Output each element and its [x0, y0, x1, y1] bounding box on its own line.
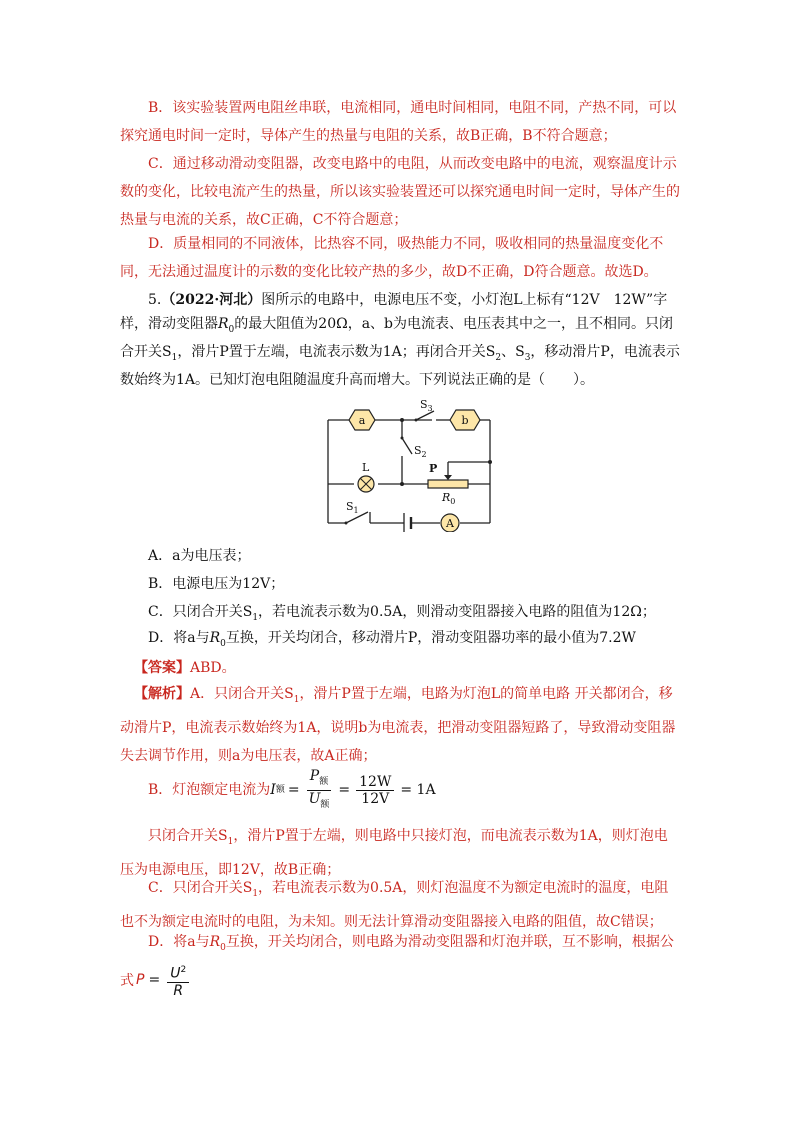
- question-text: 合开关S: [120, 344, 172, 360]
- analysis-text: 式: [120, 973, 134, 990]
- label-slider-p: P: [429, 462, 438, 475]
- junction-dot: [400, 418, 404, 422]
- question-text: ，移动滑片P，电流表示: [530, 344, 680, 360]
- formula-i: I: [270, 782, 276, 799]
- s1-subscript: 1: [252, 612, 259, 623]
- switch-contact: [401, 437, 404, 440]
- meter-b-label: b: [461, 414, 469, 427]
- s3-subscript: 3: [524, 352, 531, 363]
- option-text: ，若电流表示数为0.5A，则滑动变阻器接入电路的阻值为12Ω；: [258, 604, 656, 620]
- r0-subscript: 0: [228, 324, 235, 335]
- label-s1: $S_1$: [346, 500, 359, 515]
- analysis-text: ，若电流表示数为0.5A，则灯泡温度不为额定电流时的温度，电阻也不为额定电流时的电阻，为未知。则无法计算滑动变阻器接入电路的阻值，故C错误；: [120, 880, 669, 930]
- analysis-text: B．灯泡额定电流为: [148, 782, 271, 799]
- formula-sub: 额: [319, 776, 329, 787]
- circuit-diagram: [316, 398, 500, 532]
- answer-tag: 【答案】: [134, 660, 190, 676]
- paragraph-d1: D．质量相同的不同液体，比热容不同，吸热能力不同，吸收相同的热量温度变化不同，无法通过温度计的示数的变化比较产热的多少，故D不正确，D符合题意。故选D。: [120, 236, 664, 280]
- slider-arrow-icon: [444, 475, 452, 480]
- analysis-tag: 【解析】: [134, 686, 190, 702]
- label-s2: $S_2$: [414, 444, 427, 459]
- analysis-text: 只闭合开关S: [148, 828, 228, 844]
- label-s3: $S_3$: [420, 398, 433, 413]
- analysis-b-formula: B．灯泡额定电流为 I 额 = $\frac{P_额}{U_额}$ = $\frac{12W}{12V}$ = 1A: [148, 768, 436, 813]
- rheostat-r0: [428, 480, 468, 488]
- r0-subscript: 0: [220, 942, 226, 953]
- formula-den: 12V: [361, 790, 390, 807]
- r0-symbol: R: [209, 630, 221, 646]
- formula-num: 12W: [356, 774, 394, 791]
- option-b: B．电源电压为12V；: [148, 576, 285, 592]
- answer-line: [134, 654, 680, 682]
- r0-symbol: R: [218, 316, 229, 332]
- analysis-text: 互换，开关均闭合，则电路为滑动变阻器和灯泡并联，互不影响，根据公: [225, 934, 674, 950]
- analysis-text: ，滑片P置于左端，则电路中只接灯泡，而电流表示数为1A，则灯泡电压为电源电压，即12V，故B正确；: [120, 828, 668, 878]
- analysis-text: C．只闭合开关S: [148, 880, 253, 896]
- question-text: ，滑片P置于左端，电流表示数为1A；再闭合开关S: [177, 344, 496, 360]
- fraction-u2-over-r: [167, 962, 189, 999]
- r0-subscript: 0: [220, 638, 226, 649]
- formula-p: P: [136, 972, 145, 989]
- question-text: 的最大阻值为20Ω，a、b为电流表、电压表其中之一，且不相同。只闭: [234, 316, 674, 332]
- s1-subscript: 1: [252, 888, 259, 899]
- s2-subscript: 2: [495, 352, 502, 363]
- question-text: 、S: [501, 344, 525, 360]
- paragraph-c1: C．通过移动滑动变阻器，改变电路中的电阻，从而改变电路中的电流，观察温度计示数的变化，比较电流产生的热量，所以该实验装置还可以探究通电时间一定时，导体产生的热量与电流的关系，故C正确，C不符合题意；: [120, 156, 680, 228]
- option-d: [148, 628, 636, 654]
- formula-result: = 1A: [400, 782, 436, 799]
- analysis-a: [120, 680, 680, 770]
- question-number: 5.: [148, 292, 162, 308]
- switch-contact: [415, 419, 418, 422]
- formula-u: U: [308, 790, 321, 807]
- formula-r: R: [173, 982, 184, 999]
- label-r0: $R_0$: [442, 491, 456, 506]
- option-c: [148, 602, 656, 628]
- analysis-text: A．只闭合开关S: [190, 686, 294, 702]
- analysis-c: [120, 874, 680, 936]
- formula-exp: 2: [180, 965, 187, 975]
- analysis-d-formula: 式 P = $\frac{U^2}{R}$: [120, 962, 192, 999]
- answer-value: ABD。: [190, 660, 236, 676]
- switch-contact: [345, 522, 348, 525]
- analysis-text: D．将a与: [148, 934, 210, 950]
- question-text: 图所示的电路中，电源电压不变，小灯泡L上标有“12V 12W”字: [261, 292, 668, 308]
- junction-dot: [488, 460, 492, 464]
- r0-symbol: R: [209, 934, 221, 950]
- formula-sub: 额: [320, 799, 330, 810]
- formula-sub: 额: [275, 785, 285, 796]
- option-text: 互换，开关均闭合，移动滑片P，滑动变阻器功率的最小值为7.2W: [225, 630, 636, 646]
- question-line-4: 数始终为1A。已知灯泡电阻随温度升高而增大。下列说法正确的是（ ）。: [120, 372, 595, 388]
- label-lamp: L: [362, 461, 370, 474]
- label-ammeter: A: [446, 517, 454, 530]
- option-text: D．将a与: [148, 630, 210, 646]
- meter-a-label: a: [358, 414, 366, 427]
- option-a: A．a为电压表；: [148, 548, 251, 564]
- fraction-p-over-u: [306, 768, 333, 813]
- s1-subscript: 1: [293, 694, 300, 705]
- s1-subscript: 1: [171, 352, 178, 363]
- s1-subscript: 1: [227, 836, 234, 847]
- paragraph-b1: B．该实验装置两电阻丝串联，电流相同，通电时间相同，电阻不同，产热不同，可以探究通电时间一定时，导体产生的热量与电阻的关系，故B正确，B不符合题意；: [120, 100, 677, 144]
- junction-dot: [400, 482, 404, 486]
- analysis-d: [120, 928, 680, 962]
- question-source: （2022·河北）: [161, 292, 262, 308]
- formula-p: P: [309, 768, 320, 784]
- option-text: C．只闭合开关S: [148, 604, 253, 620]
- fraction-12w-over-12v: [356, 774, 394, 807]
- analysis-text: ，滑片P置于左端，电路为灯泡L的简单电路 开关都闭合，移动滑片P，电流表示数始终为1A，说明b为电流表，把滑动变阻器短路了，导致滑动变阻器失去调节作用，则a为电压表，故A正确；: [120, 686, 676, 764]
- formula-u: U: [170, 965, 181, 982]
- switch-s2-blade: [402, 438, 412, 454]
- question-text: 样，滑动变阻器: [120, 316, 218, 332]
